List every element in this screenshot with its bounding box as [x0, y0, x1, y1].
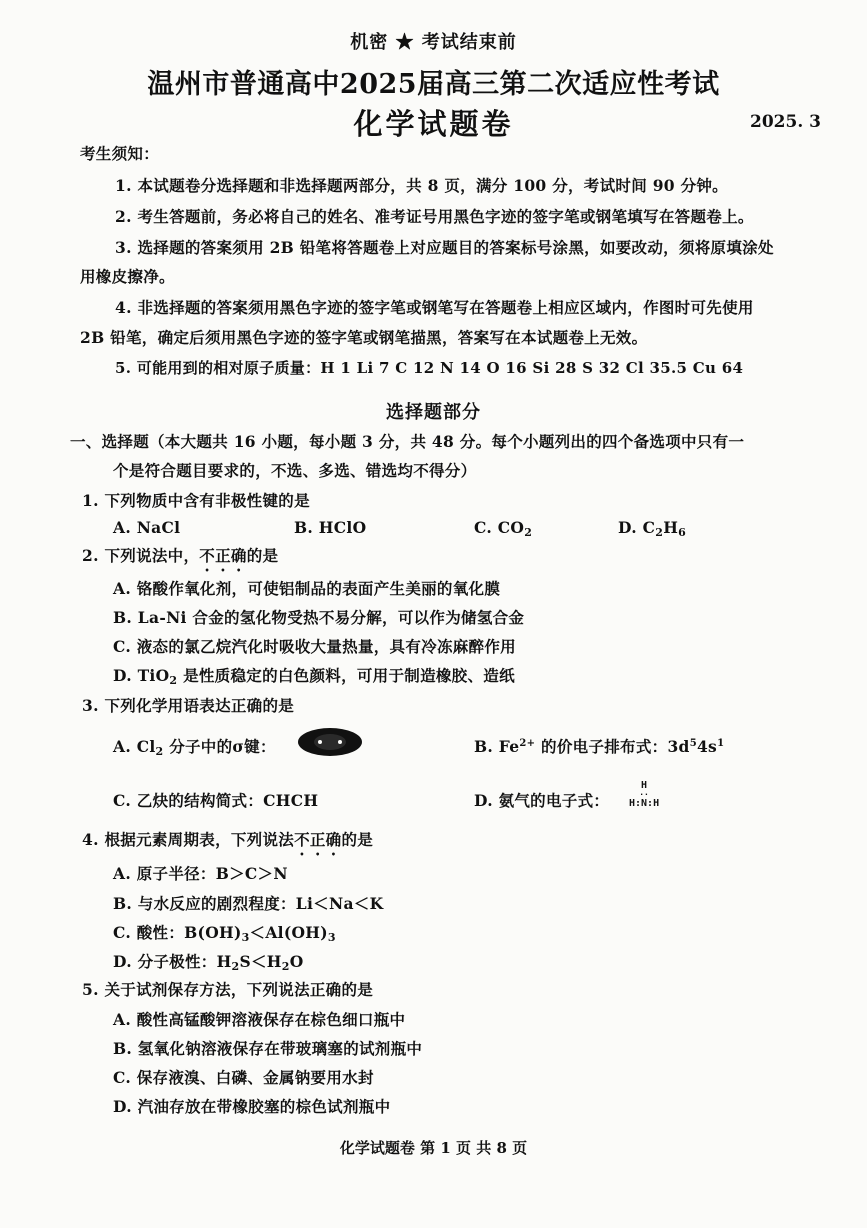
q2-stem: 2. 下列说法中，不正确的是: [82, 546, 279, 565]
confidential-label: 机密 ★ 考试结束前: [350, 32, 517, 53]
q4-option-a: A. 原子半径：B＞C＞N: [113, 864, 288, 883]
notice-item-3-cont: 用橡皮擦净。: [80, 267, 175, 286]
q4-option-d: D. 分子极性：$H_2S<H_2O$: [113, 952, 304, 973]
q4-option-b: B. 与水反应的剧烈程度：Li＜Na＜K: [113, 894, 384, 913]
q5-option-a: A. 酸性高锰酸钾溶液保存在棕色细口瓶中: [113, 1010, 406, 1029]
exam-date: 2025. 3: [750, 112, 821, 132]
q1-option-d: D. $C_2H_6$: [618, 518, 687, 539]
page-footer: 化学试题卷 第 1 页 共 8 页: [339, 1139, 528, 1157]
notice-item-4-cont: 2B 铅笔，确定后须用黑色字迹的签字笔或钢笔描黑，答案写在本试题卷上无效。: [80, 328, 648, 347]
q1-option-a: A. NaCl: [113, 518, 181, 537]
section-intro: 一、选择题（本大题共 16 小题，每小题 3 分，共 48 分。每个小题列出的四个备选项中只有一: [70, 432, 745, 451]
section-title: 选择题部分: [386, 402, 481, 423]
exam-title: 温州市普通高中2025届高三第二次适应性考试: [147, 69, 720, 100]
q5-option-d: D. 汽油存放在带橡胶塞的棕色试剂瓶中: [113, 1097, 391, 1116]
notice-heading: 考生须知：: [80, 144, 160, 163]
q5-stem: 5. 关于试剂保存方法，下列说法正确的是: [82, 980, 374, 999]
section-intro-cont: 个是符合题目要求的，不选、多选、错选均不得分）: [113, 461, 477, 480]
notice-item-4: 4. 非选择题的答案须用黑色字迹的签字笔或钢笔写在答题卷上相应区域内，作图时可先使用: [115, 298, 754, 317]
q2-option-c: C. 液态的氯乙烷汽化时吸收大量热量，具有冷冻麻醉作用: [113, 637, 516, 656]
q3-stem: 3. 下列化学用语表达正确的是: [82, 696, 295, 715]
notice-item-2: 2. 考生答题前，务必将自己的姓名、准考证号用黑色字迹的签字笔或钢笔填写在答题卷上。: [115, 207, 754, 226]
exam-subtitle: 化学试题卷: [353, 107, 514, 141]
q2-option-b: B. La-Ni 合金的氢化物受热不易分解，可以作为储氢合金: [113, 608, 525, 627]
q5-option-b: B. 氢氧化钠溶液保存在带玻璃塞的试剂瓶中: [113, 1039, 423, 1058]
notice-item-5: 5. 可能用到的相对原子质量：H 1 Li 7 C 12 N 14 O 16 Si 28 S 32 Cl 35.5 Cu 64: [115, 359, 744, 377]
q1-option-b: B. HClO: [294, 518, 367, 537]
q3-option-b: B. $Fe^{2+}$ 的价电子排布式：$3d^54s^1$: [474, 737, 725, 756]
q4-stem: 4. 根据元素周期表，下列说法不正确的是: [82, 830, 374, 849]
q1-stem: 1. 下列物质中含有非极性键的是: [82, 491, 310, 510]
q3-option-c: C. 乙炔的结构简式：CHCH: [113, 791, 319, 810]
ammonia-electron-formula: H ·· H:N:H: [629, 780, 660, 809]
q5-option-c: C. 保存液溴、白磷、金属钠要用水封: [113, 1068, 374, 1087]
notice-item-1: 1. 本试题卷分选择题和非选择题两部分，共 8 页，满分 100 分，考试时间 90 分钟。: [115, 176, 728, 195]
q4-option-c: C. 酸性：$B(OH)_3<Al(OH)_3$: [113, 923, 336, 944]
q2-option-a: A. 铬酸作氧化剂，可使铝制品的表面产生美丽的氧化膜: [113, 579, 501, 598]
sigma-bond-orbital-icon: [294, 724, 366, 760]
q2-option-d: D. TiO$_2$ 是性质稳定的白色颜料，可用于制造橡胶、造纸: [113, 666, 515, 687]
q1-option-c: C. $CO_2$: [474, 518, 533, 539]
notice-item-3: 3. 选择题的答案须用 2B 铅笔将答题卷上对应题目的答案标号涂黑，如要改动，须将原填涂处: [115, 238, 774, 257]
q3-option-d: D. 氨气的电子式：: [474, 791, 610, 810]
q3-option-a: A. $Cl_2$ 分子中的σ键：: [113, 737, 276, 758]
